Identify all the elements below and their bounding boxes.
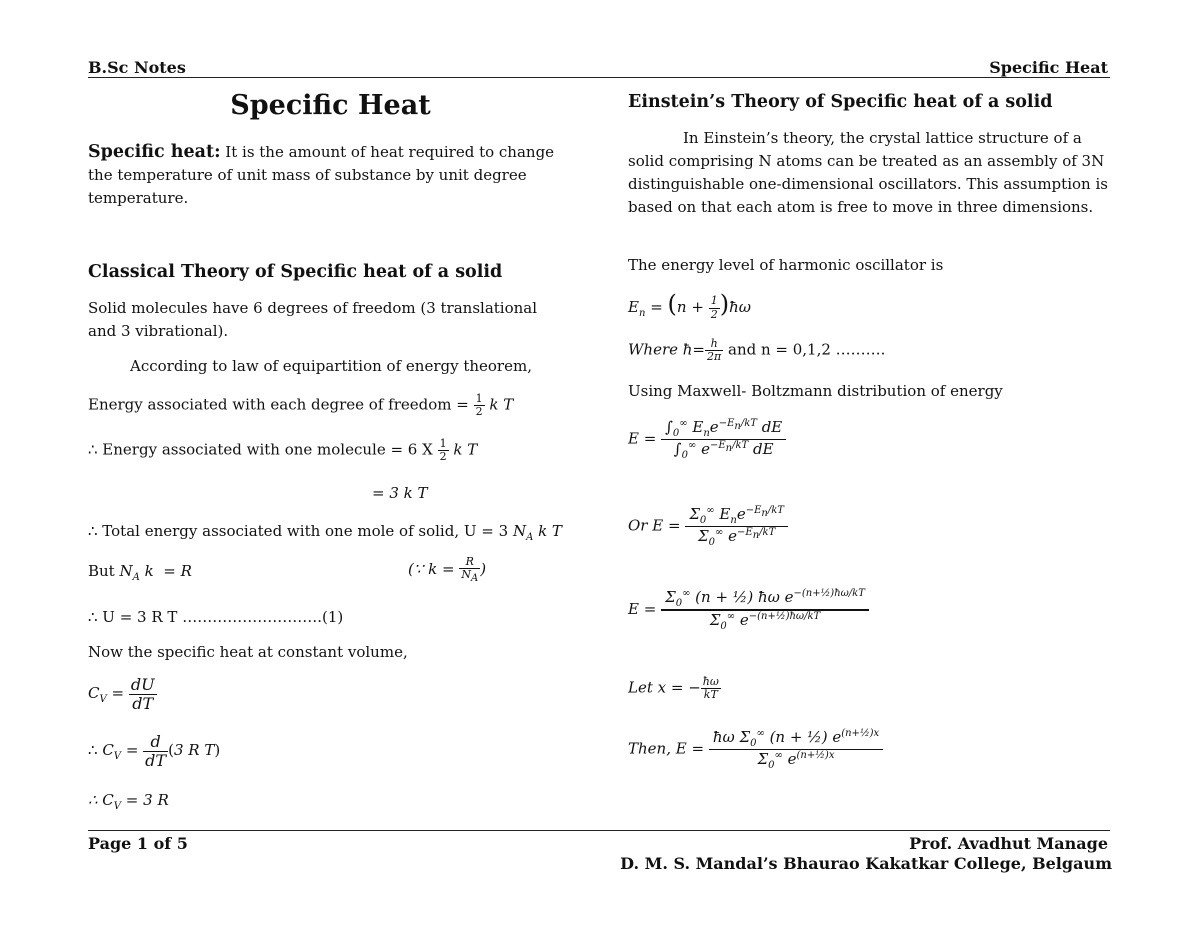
footer-page: Page 1 of 5 [88, 834, 188, 853]
dof-paragraph: Solid molecules have 6 degrees of freedom (3 translational and 3 vibrational). [88, 299, 538, 340]
header-left: B.Sc Notes [88, 58, 186, 77]
fraction-half: $\frac{1}{2}$ [439, 437, 447, 464]
where-line: Where ħ= $\frac{h}{2\pi}$ and n = 0,1,2 ………. [628, 337, 886, 364]
then-E-line: Then, E = $\frac{ħ\omega \Sigma_0^\infty (n + \frac{1}{2}) e^{(n+\frac{1}{2})x}}{\Sigma_0^\infty e^{(n+\frac{1}{2})x}}$ [628, 728, 883, 771]
cv-du-dt-eq: $C_V$ = $\frac{dU}{dT}$ [88, 675, 155, 713]
kT-expr: k T [453, 440, 478, 459]
let-x-line: Let x = − $\frac{ħ\omega}{kT}$ [628, 675, 719, 702]
total-energy-text: ∴ Total energy associated with one mole of solid, U = 3 [88, 522, 513, 540]
because-k-expr: (∵ k = $\frac{R}{N_A}$ ) [408, 555, 487, 585]
header-right: Specific Heat [989, 58, 1108, 77]
kT-expr: k T [489, 395, 514, 414]
page-title: Specific Heat [230, 90, 431, 121]
NA-kT-expr: $N_A$ k T [512, 522, 562, 543]
definition-paragraph [88, 141, 573, 210]
left-column [88, 90, 573, 210]
definition-term: Specific heat: [88, 142, 221, 162]
but-na-line [88, 562, 192, 583]
definition-text: It is the amount of heat required to change the temperature of unit mass of substance by unit degree temperature. [88, 143, 555, 207]
energy-molecule-text: ∴ Energy associated with one molecule = 6 X [88, 440, 438, 459]
classical-heading: Classical Theory of Specific heat of a solid [88, 262, 503, 282]
cv-derivative-eq: ∴ $C_V$ = $\frac{d}{dT}$ (3 R T) [88, 732, 221, 770]
E-integral-eq: E = $\frac{\int_0^\infty E_ne^{-E_n/kT} dE}{\int_0^\infty e^{-E_n/kT} dE}$ [628, 418, 786, 461]
footer-rule [88, 830, 1110, 831]
energy-dof-text: Energy associated with each degree of freedom = [88, 395, 474, 414]
maxwell-text: Using Maxwell- Boltzmann distribution of energy [628, 382, 1003, 400]
einstein-heading: Einstein’s Theory of Specific heat of a solid [628, 92, 1053, 112]
energy-dof-line [88, 393, 513, 418]
energy-level-text: The energy level of harmonic oscillator is [628, 256, 944, 274]
NA-k-R-expr: $N_A$ k = R [119, 562, 192, 583]
cv-final-eq: ∴ $C_V = 3$ R [88, 791, 169, 812]
total-energy-line [88, 522, 562, 543]
energy-molecule-line [88, 438, 477, 463]
fraction-half: $\frac{1}{2}$ [475, 392, 483, 419]
E-expanded-eq: E = $\frac{\Sigma_0^\infty (n + \frac{1}{2}) ħ\omega e^{-(n+\frac{1}{2})ħ\omega/kT}}{\Sigma_0^\infty e^{-(n+\frac{1}{2})ħ\omega/kT}}$ [628, 588, 869, 632]
header-rule [88, 77, 1110, 78]
footer-author: Prof. Avadhut Manage [909, 834, 1108, 853]
but-text: But [88, 562, 120, 580]
u-equation: ∴ U = 3 R T ……………………….(1) [88, 608, 344, 626]
equipartition-text: According to law of equipartition of energy theorem, [130, 357, 532, 375]
footer-college: D. M. S. Mandal’s Bhaurao Kakatkar College, Belgaum [620, 854, 1112, 873]
einstein-intro: In Einstein’s theory, the crystal lattice structure of a solid comprising N atoms can be treated as an assembly of 3N distinguishable one-dimensional oscillators. This assumption is based on that each atom is free to move in three dimensions. [628, 129, 1108, 216]
specific-heat-const-text: Now the specific heat at constant volume, [88, 643, 408, 661]
equals-3kT: = 3 k T [372, 484, 428, 502]
E-sum-eq: Or E = $\frac{\Sigma_0^\infty E_ne^{-E_n/kT}}{\Sigma_0^\infty e^{-E_n/kT}}$ [628, 505, 788, 548]
En-equation: $E_n = (n$ + $\frac{1}{2}$ )ħω [628, 290, 751, 321]
